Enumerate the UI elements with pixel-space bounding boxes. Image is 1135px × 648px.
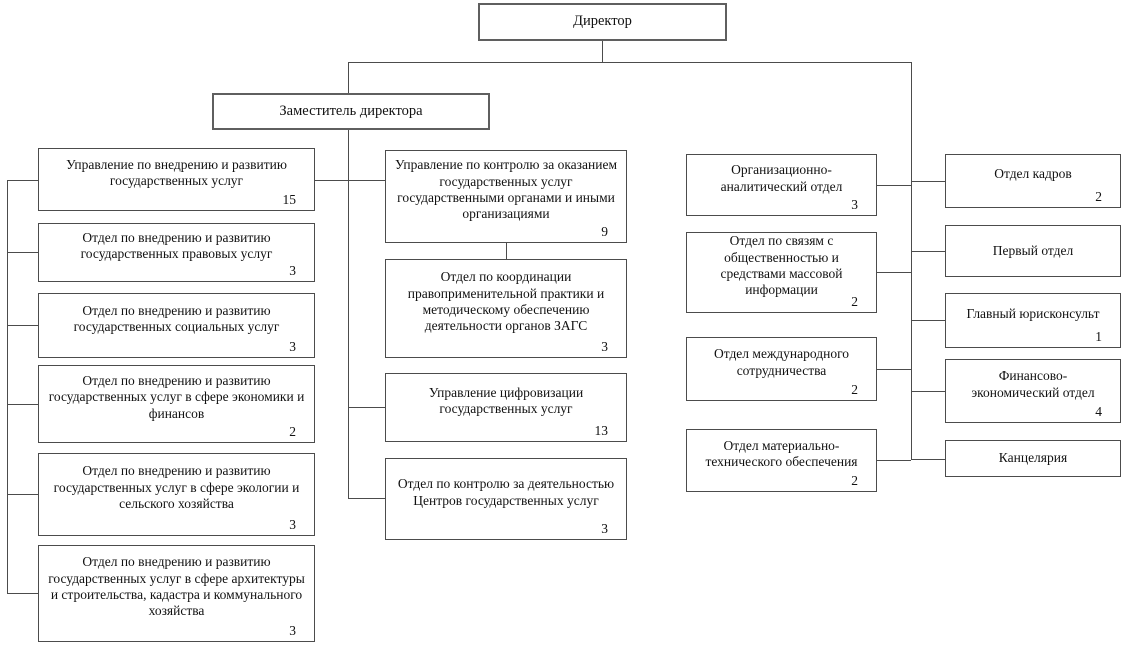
- connector-line: [348, 62, 912, 63]
- node-label: Отдел по контролю за деятельностью Центров государственных услуг: [397, 476, 615, 508]
- staff-count: 2: [851, 293, 858, 309]
- connector-line: [7, 252, 38, 253]
- node-label: Отдел по внедрению и развитию государственных правовых услуг: [80, 229, 273, 261]
- node-ecology-agriculture-services-dept: [38, 453, 315, 536]
- node-label: Заместитель директора: [279, 102, 423, 119]
- node-director: [478, 3, 727, 41]
- node-label: Управление по внедрению и развитию государственных услуг: [66, 156, 287, 188]
- connector-line: [911, 62, 912, 460]
- staff-count: 15: [282, 191, 296, 207]
- node-label: Отдел материально-технического обеспечения: [705, 437, 858, 469]
- node-label: Отдел по координации правоприменительной практики и методическому обеспечению деятельности органов ЗАГС: [407, 269, 605, 334]
- node-legal-services-dept: [38, 223, 315, 282]
- node-social-services-dept: [38, 293, 315, 358]
- connector-line: [911, 391, 945, 392]
- node-logistics-support-dept: [686, 429, 877, 492]
- staff-count: 3: [851, 196, 858, 212]
- node-digitalization-directorate: [385, 373, 627, 442]
- node-label: Главный юрисконсульт: [966, 305, 1100, 321]
- connector-line: [911, 320, 945, 321]
- connector-line: [7, 494, 38, 495]
- node-label: Отдел по внедрению и развитию государственных услуг в сфере экономики и финансов: [48, 372, 305, 421]
- staff-count: 3: [289, 516, 296, 532]
- connector-line: [7, 325, 38, 326]
- node-services-development-directorate: [38, 148, 315, 211]
- connector-line: [348, 407, 385, 408]
- connector-line: [7, 404, 38, 405]
- staff-count: 3: [601, 338, 608, 354]
- connector-line: [348, 498, 385, 499]
- connector-line: [7, 180, 8, 593]
- connector-line: [348, 62, 349, 93]
- connector-line: [7, 593, 38, 594]
- node-label: Отдел по внедрению и развитию государственных социальных услуг: [73, 302, 280, 334]
- node-finance-economic-dept: [945, 359, 1121, 423]
- staff-count: 2: [851, 381, 858, 397]
- node-label: Финансово-экономический отдел: [971, 368, 1095, 400]
- node-label: Канцелярия: [998, 450, 1068, 466]
- staff-count: 2: [1095, 188, 1102, 204]
- connector-line: [911, 459, 945, 460]
- node-public-relations-media-dept: [686, 232, 877, 313]
- connector-line: [602, 41, 603, 62]
- connector-line: [7, 180, 38, 181]
- node-label: Первый отдел: [992, 242, 1074, 258]
- staff-count: 4: [1095, 403, 1102, 419]
- connector-line: [315, 180, 385, 181]
- node-label: Управление цифровизации государственных услуг: [428, 384, 584, 416]
- node-chief-legal-counsel: [945, 293, 1121, 348]
- node-deputy-director: [212, 93, 490, 130]
- node-architecture-construction-services-dept: [38, 545, 315, 642]
- connector-line: [877, 272, 911, 273]
- staff-count: 1: [1095, 328, 1102, 344]
- node-label: Отдел кадров: [994, 166, 1072, 182]
- connector-line: [911, 251, 945, 252]
- node-service-centers-control-dept: [385, 458, 627, 540]
- node-label: Организационно-аналитический отдел: [720, 162, 843, 194]
- staff-count: 3: [601, 520, 608, 536]
- staff-count: 2: [289, 423, 296, 439]
- node-first-dept: [945, 225, 1121, 277]
- connector-line: [877, 460, 911, 461]
- staff-count: 2: [851, 472, 858, 488]
- staff-count: 3: [289, 262, 296, 278]
- connector-line: [877, 369, 911, 370]
- staff-count: 13: [594, 422, 608, 438]
- node-economy-finance-services-dept: [38, 365, 315, 443]
- node-zags-coordination-dept: [385, 259, 627, 358]
- connector-line: [348, 130, 349, 498]
- node-org-analytical-dept: [686, 154, 877, 216]
- connector-line: [877, 185, 911, 186]
- node-services-control-directorate: [385, 150, 627, 243]
- staff-count: 3: [289, 338, 296, 354]
- node-label: Отдел международного сотрудничества: [713, 346, 850, 378]
- node-label: Директор: [573, 13, 632, 30]
- staff-count: 3: [289, 622, 296, 638]
- node-international-cooperation-dept: [686, 337, 877, 401]
- node-label: Отдел по внедрению и развитию государственных услуг в сфере экологии и сельского хозяйства: [53, 463, 300, 512]
- connector-line: [506, 243, 507, 259]
- connector-line: [911, 181, 945, 182]
- node-chancellery: [945, 440, 1121, 477]
- node-label: Отдел по связям с общественностью и средствами массовой информации: [720, 233, 843, 298]
- node-label: Отдел по внедрению и развитию государственных услуг в сфере архитектуры и строительства, кадастра и коммунального хозяйства: [48, 554, 305, 619]
- node-label: Управление по контролю за оказанием государственных услуг государственными органами и иными организациями: [395, 157, 617, 222]
- staff-count: 9: [601, 223, 608, 239]
- node-hr-dept: [945, 154, 1121, 208]
